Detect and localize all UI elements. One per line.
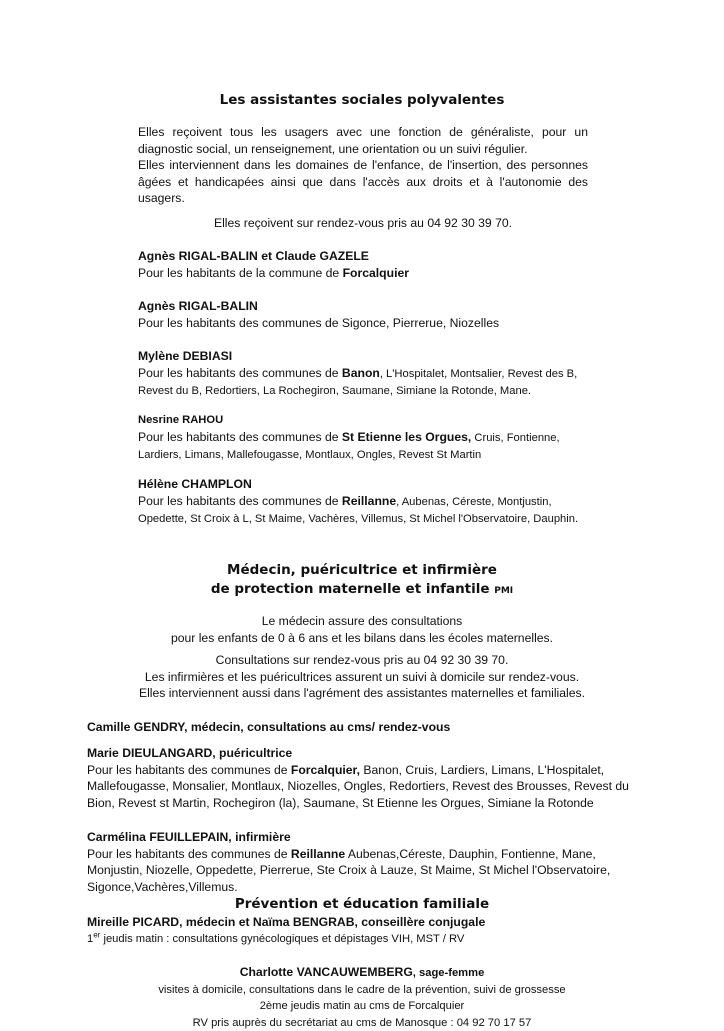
family-prevention-info	[87, 914, 632, 947]
section-title-pmi-line1: Médecin, puéricultrice et infirmière	[0, 562, 724, 578]
coverage-prefix: Pour les habitants des communes de	[138, 494, 342, 508]
pmi-appointment-info	[87, 652, 637, 702]
section-title-family-prevention: Prévention et éducation familiale	[0, 896, 724, 912]
coverage-rest: , Aubenas, Céreste, Montjustin, Opedette, St Croix à L, St Maime, Vachères, Villemus, St Michel l'Observatoire, Dauphin.	[138, 496, 578, 526]
intro-paragraph-2: Elles interviennent dans les domaines de l'enfance, de l'insertion, des personnes âgées et handicapées ainsi que dans l'accès aux droits et à l'autonomie des usagers.	[138, 157, 588, 207]
section-title-social-workers: Les assistantes sociales polyvalentes	[0, 92, 724, 108]
contact-2	[138, 298, 588, 331]
social-workers-intro	[138, 124, 588, 207]
contact-coverage	[138, 365, 588, 400]
coverage-main-commune: Forcalquier,	[291, 763, 360, 777]
coverage-prefix: Pour les habitants des communes de	[138, 366, 342, 380]
coverage-main-commune: Banon	[342, 366, 380, 380]
coverage-prefix: Pour les habitants des communes de	[138, 430, 342, 444]
midwife-line: 2ème jeudis matin au cms de Forcalquier	[87, 998, 637, 1015]
pmi-title-text: de protection maternelle et infantile	[211, 581, 494, 597]
coverage-prefix: Pour les habitants des communes de	[87, 763, 291, 777]
pmi-acronym: PMI	[494, 586, 513, 596]
coverage-prefix: Pour les habitants de la commune de	[138, 266, 343, 280]
midwife-line: RV pris auprès du secrétariat au cms de Manosque : 04 92 70 17 57	[87, 1015, 637, 1031]
pmi-info-line: Les infirmières et les puéricultrices assurent un suivi à domicile sur rendez-vous.	[87, 669, 637, 686]
schedule-text: jeudis matin : consultations gynécologiques et dépistages VIH, MST / RV	[100, 933, 464, 945]
contact-coverage	[138, 493, 588, 528]
midwife-line: visites à domicile, consultations dans le cadre de la prévention, suivi de grossesse	[87, 982, 637, 999]
pmi-nurse-2	[87, 829, 632, 895]
pmi-doctor-name: Camille GENDRY, médecin, consultations au cms/ rendez-vous	[87, 719, 632, 736]
coverage-rest: Banon, Cruis, Lardiers, Limans, L'Hospitalet, Mallefougasse, Monsalier, Montlaux, Niozelles, Ongles, Redortiers, Revest des Brousses, Revest du Bion, Revest st Martin, Rochegiron (la), Saumane, St Etienne les Orgues, Simiane la Rotonde	[87, 763, 629, 810]
nurse-coverage	[87, 846, 632, 896]
contact-1	[138, 248, 588, 281]
contact-3	[138, 348, 588, 400]
appointment-info: Elles reçoivent sur rendez-vous pris au 04 92 30 39 70.	[138, 215, 588, 232]
contact-coverage	[138, 265, 588, 282]
nurse-name: Marie DIEULANGARD, puéricultrice	[87, 745, 632, 762]
midwife-name: Charlotte VANCAUWEMBERG	[240, 965, 413, 979]
contact-5	[138, 476, 588, 528]
contact-4	[138, 412, 588, 464]
pmi-info-line: Elles interviennent aussi dans l'agrément des assistantes maternelles et familiales.	[87, 685, 637, 702]
coverage-rest: Cruis, Fontienne, Lardiers, Limans, Mallefougasse, Montlaux, Ongles, Revest St Martin	[138, 432, 560, 462]
pmi-doctor-info	[87, 613, 637, 646]
coverage-prefix: Pour les habitants des communes de	[87, 847, 291, 861]
pmi-info-line: pour les enfants de 0 à 6 ans et les bilans dans les écoles maternelles.	[87, 630, 637, 647]
coverage-prefix: Pour les habitants des communes de Sigonce, Pierrerue, Niozelles	[138, 316, 499, 330]
contact-name: Agnès RIGAL-BALIN et Claude GAZELE	[138, 248, 588, 265]
midwife-info	[87, 964, 637, 1031]
coverage-main-commune: Reillanne	[342, 494, 396, 508]
prevention-schedule	[87, 931, 632, 948]
schedule-number: 1	[87, 933, 93, 945]
contact-name: Mylène DEBIASI	[138, 348, 588, 365]
coverage-rest: Aubenas,Céreste, Dauphin, Fontienne, Mane, Monjustin, Niozelle, Oppedette, Pierrerue, Ste Croix à Lauze, St Maime, St Michel l'Observatoire, Sigonce,Vachères,Villemus.	[87, 847, 610, 894]
prevention-staff-names: Mireille PICARD, médecin et Naïma BENGRAB, conseillère conjugale	[87, 914, 632, 931]
contact-name: Nesrine RAHOU	[138, 412, 588, 429]
contact-name: Hélène CHAMPLON	[138, 476, 588, 493]
section-title-pmi-line2	[0, 581, 724, 597]
coverage-rest: , L'Hospitalet, Montsalier, Revest des B, Revest du B, Redortiers, La Rochegiron, Saumane, Simiane la Rotonde, Mane.	[138, 368, 577, 398]
midwife-heading	[87, 964, 637, 982]
coverage-main-commune: Reillanne	[291, 847, 345, 861]
nurse-name: Carmélina FEUILLEPAIN, infirmière	[87, 829, 632, 846]
contact-coverage	[138, 315, 588, 332]
pmi-nurse-1	[87, 745, 632, 811]
nurse-coverage	[87, 762, 632, 812]
coverage-main-commune: Forcalquier	[343, 266, 409, 280]
pmi-info-line: Le médecin assure des consultations	[87, 613, 637, 630]
schedule-ordinal: er	[93, 930, 100, 939]
midwife-role: , sage-femme	[413, 967, 485, 979]
intro-paragraph-1: Elles reçoivent tous les usagers avec une fonction de généraliste, pour un diagnostic social, un renseignement, une orientation ou un suivi régulier.	[138, 124, 588, 157]
pmi-info-line: Consultations sur rendez-vous pris au 04 92 30 39 70.	[87, 652, 637, 669]
contact-name: Agnès RIGAL-BALIN	[138, 298, 588, 315]
contact-coverage	[138, 429, 588, 464]
coverage-main-commune: St Etienne les Orgues,	[342, 430, 471, 444]
